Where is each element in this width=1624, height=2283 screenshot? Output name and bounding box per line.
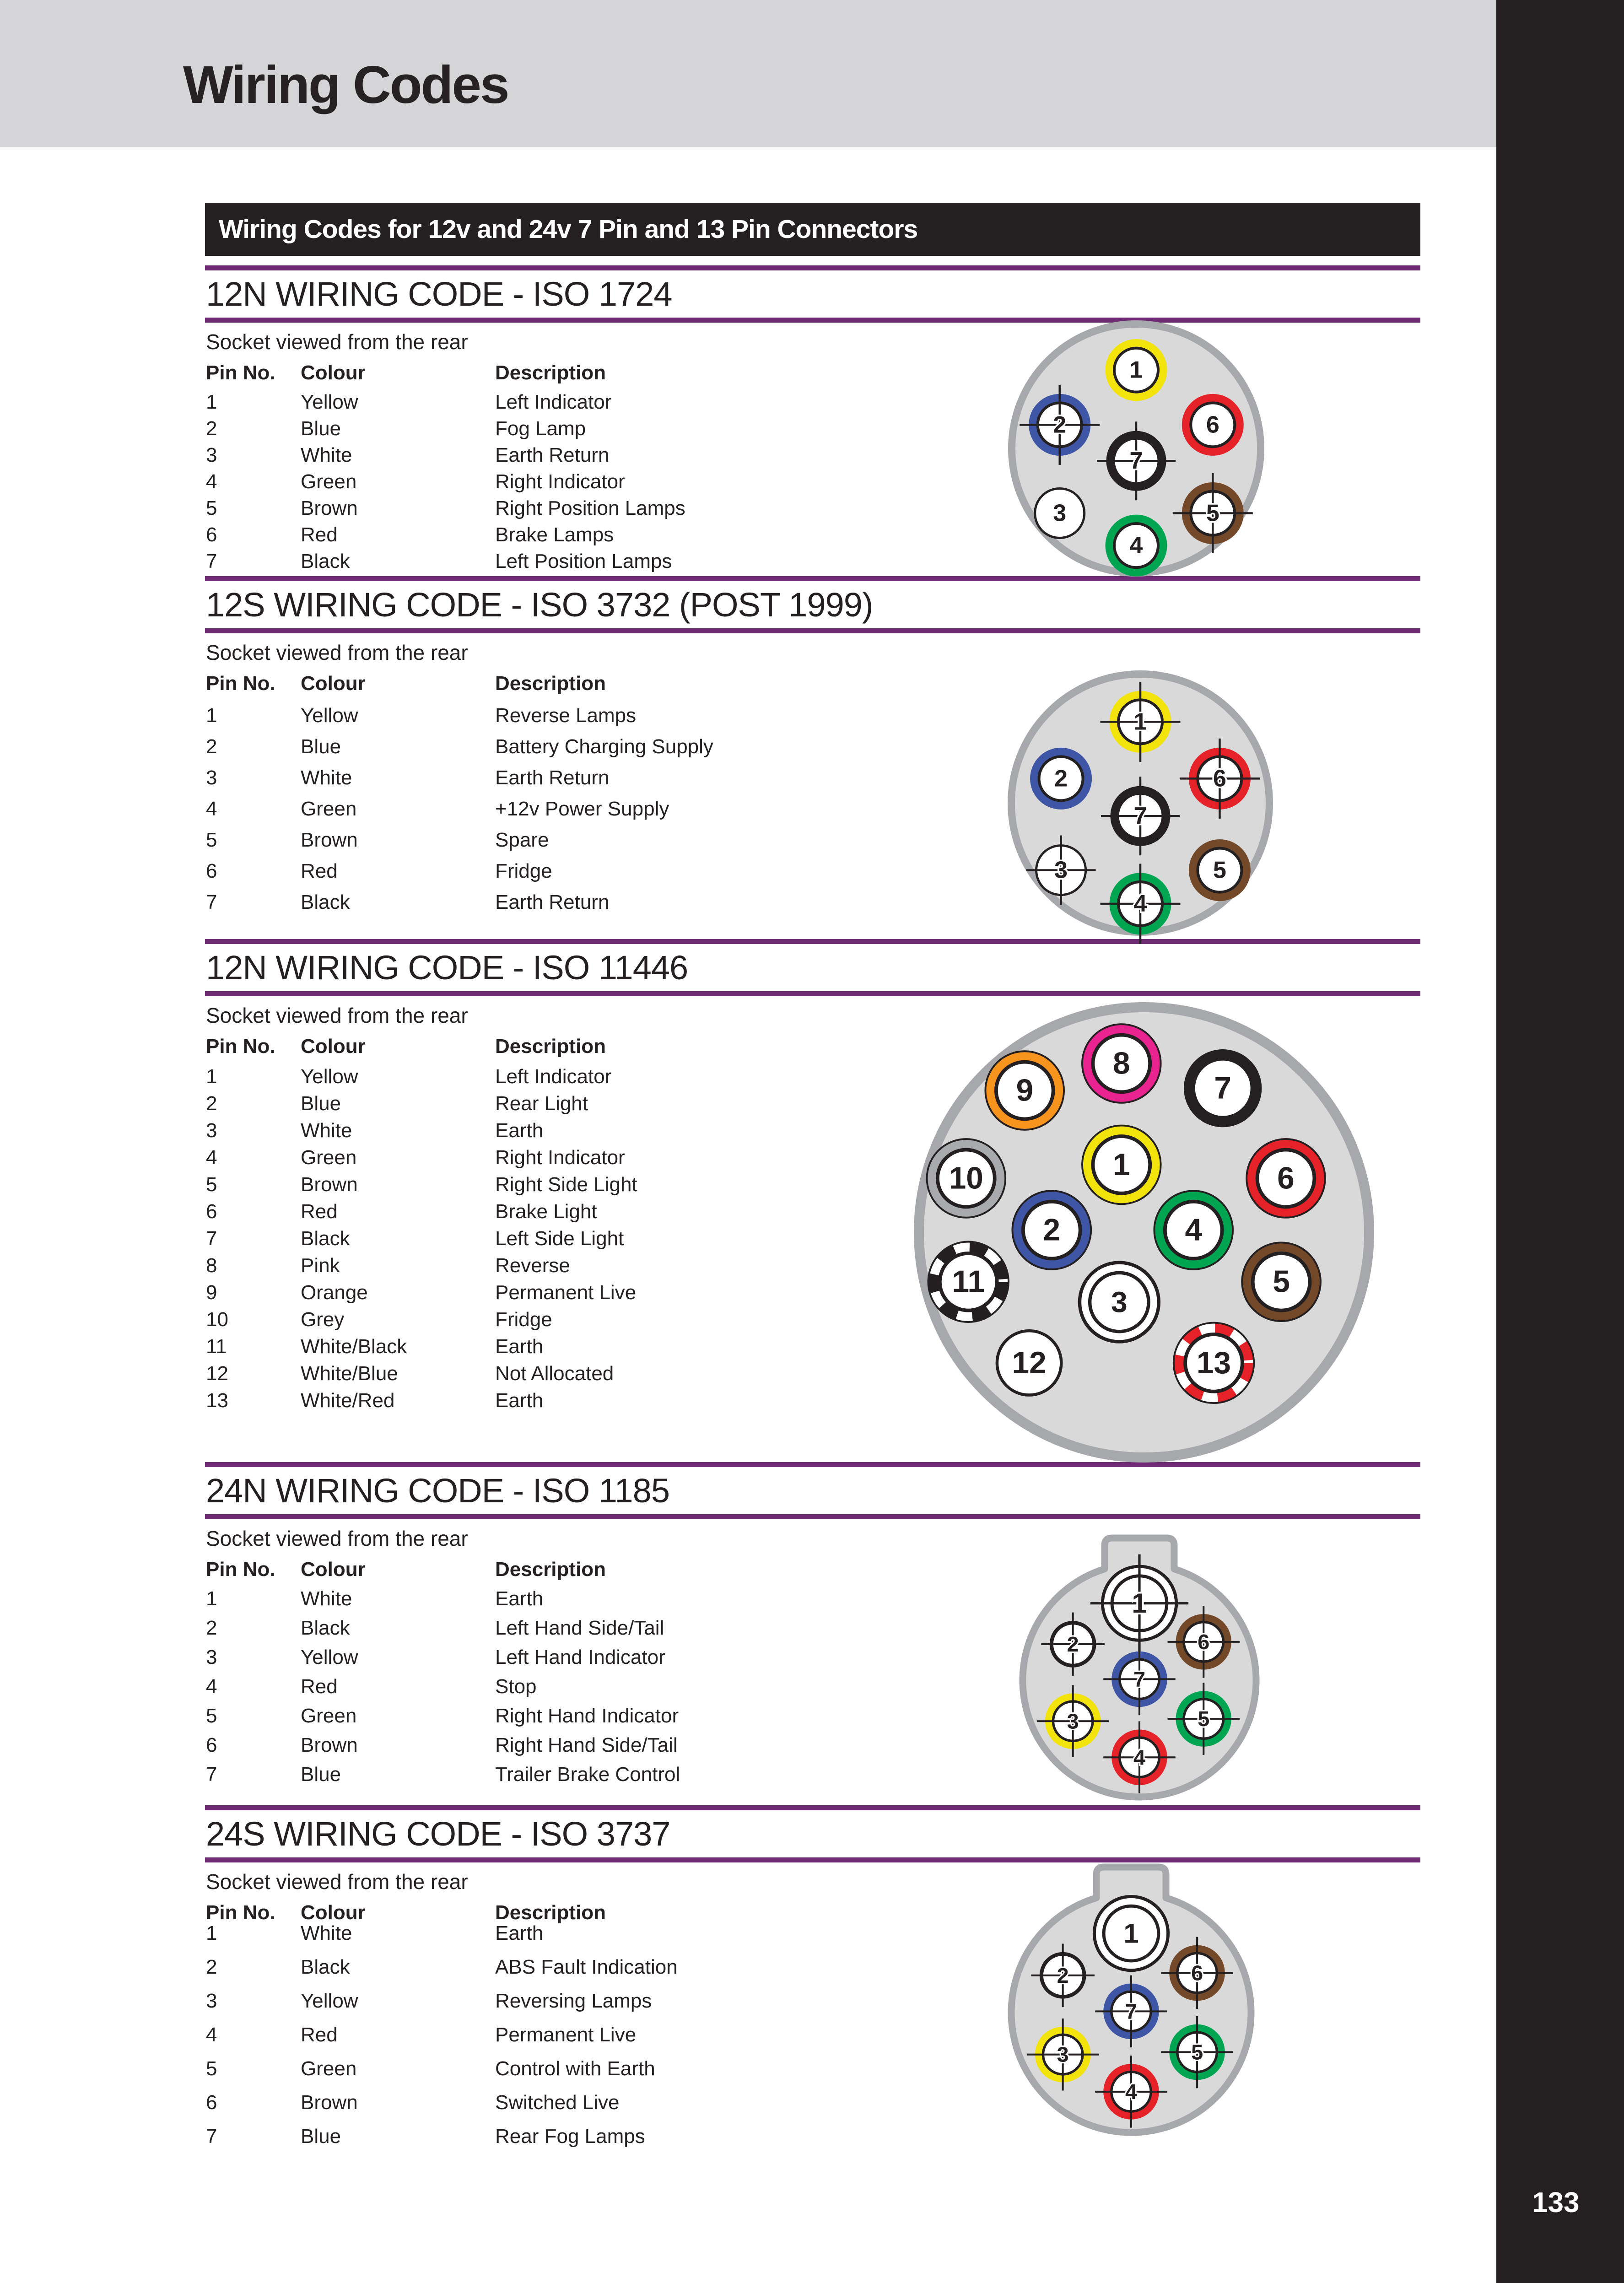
- pin-number-cell: 5: [206, 1705, 217, 1727]
- pin-number-label: 3: [1067, 1709, 1079, 1733]
- pin-number-label: 2: [1057, 1963, 1069, 1987]
- description-cell: Fridge: [495, 1308, 552, 1331]
- description-cell: Left Indicator: [495, 391, 612, 413]
- pin-number-label: 8: [1113, 1046, 1130, 1081]
- description-cell: Switched Live: [495, 2091, 620, 2114]
- section-heading: 12N WIRING CODE - ISO 1724: [206, 275, 672, 313]
- colour-cell: Grey: [301, 1308, 345, 1331]
- pin-number-cell: 6: [206, 860, 217, 882]
- colour-cell: Blue: [301, 1092, 341, 1115]
- description-cell: Earth Return: [495, 444, 610, 466]
- description-cell: Earth: [495, 1335, 544, 1358]
- pin-number-label: 7: [1214, 1071, 1231, 1106]
- column-header-description: Description: [495, 1901, 606, 1924]
- pin-number-cell: 1: [206, 1587, 217, 1610]
- colour-cell: Green: [301, 798, 357, 820]
- column-header-pin: Pin No.: [206, 672, 275, 695]
- description-cell: Right Indicator: [495, 1146, 625, 1169]
- pin-number-cell: 1: [206, 704, 217, 727]
- pin-number-cell: 5: [206, 1173, 217, 1196]
- pin-number-cell: 4: [206, 1675, 217, 1698]
- pin-number-cell: 3: [206, 1119, 217, 1142]
- description-cell: Earth Return: [495, 766, 610, 789]
- description-cell: Fog Lamp: [495, 417, 586, 440]
- description-cell: Reversing Lamps: [495, 1990, 652, 2012]
- socket-note: Socket viewed from the rear: [206, 641, 468, 664]
- colour-cell: White: [301, 766, 352, 789]
- description-cell: Left Indicator: [495, 1065, 612, 1088]
- section-heading: 24S WIRING CODE - ISO 3737: [206, 1815, 670, 1853]
- description-cell: Rear Light: [495, 1092, 588, 1115]
- pin-number-label: 5: [1206, 500, 1219, 527]
- pin-number-label: 7: [1129, 448, 1143, 475]
- colour-cell: Brown: [301, 497, 358, 519]
- description-cell: Right Side Light: [495, 1173, 637, 1196]
- colour-cell: Red: [301, 1675, 338, 1698]
- connector-diagram-24n-iso-1185: [1023, 1538, 1256, 1797]
- pin-number-cell: 13: [206, 1389, 228, 1412]
- pin-number-cell: 5: [206, 2057, 217, 2080]
- pin-number-label: 1: [1129, 356, 1143, 383]
- colour-cell: Red: [301, 2024, 338, 2046]
- pin-6: [1246, 1139, 1325, 1218]
- colour-cell: Yellow: [301, 1065, 358, 1088]
- colour-cell: Blue: [301, 735, 341, 758]
- description-cell: Stop: [495, 1675, 537, 1698]
- pin-7: [1189, 1055, 1256, 1122]
- pin-number-label: 3: [1054, 857, 1068, 884]
- pin-number-cell: 7: [206, 2125, 217, 2148]
- column-header-colour: Colour: [301, 1035, 366, 1058]
- column-header-colour: Colour: [301, 362, 366, 384]
- pin-number-cell: 3: [206, 766, 217, 789]
- page-title: Wiring Codes: [183, 55, 508, 114]
- pin-number-cell: 3: [206, 1990, 217, 2012]
- column-header-pin: Pin No.: [206, 1558, 275, 1581]
- colour-cell: White: [301, 1587, 352, 1610]
- pin-number-cell: 2: [206, 1092, 217, 1115]
- pin-number-label: 1: [1132, 1588, 1147, 1619]
- description-cell: Permanent Live: [495, 1281, 637, 1304]
- pin-number-label: 11: [952, 1264, 985, 1299]
- description-cell: Reverse Lamps: [495, 704, 637, 727]
- description-cell: Earth: [495, 1119, 544, 1142]
- pin-6: [1186, 398, 1240, 452]
- pin-number-cell: 7: [206, 891, 217, 913]
- pin-number-cell: 3: [206, 444, 217, 466]
- colour-cell: Green: [301, 2057, 357, 2080]
- description-cell: Earth: [495, 1922, 544, 1944]
- pin-number-label: 2: [1054, 765, 1068, 792]
- pin-number-cell: 4: [206, 1146, 217, 1169]
- description-cell: Earth: [495, 1389, 544, 1412]
- pin-number-label: 4: [1129, 532, 1143, 559]
- colour-cell: Brown: [301, 1173, 358, 1196]
- pin-number-label: 6: [1206, 411, 1219, 438]
- colour-cell: White/Black: [301, 1335, 407, 1358]
- colour-cell: Blue: [301, 1763, 341, 1786]
- description-cell: Fridge: [495, 860, 552, 882]
- pin-5: [1192, 843, 1246, 897]
- colour-cell: Black: [301, 550, 350, 572]
- pin-number-label: 2: [1067, 1632, 1079, 1656]
- description-cell: Control with Earth: [495, 2057, 655, 2080]
- connector-diagram-24s-iso-3737: [1011, 1867, 1251, 2132]
- pin-1: [1082, 1126, 1161, 1204]
- colour-cell: Blue: [301, 2125, 341, 2148]
- pin-number-cell: 11: [206, 1335, 227, 1358]
- colour-cell: Brown: [301, 829, 358, 851]
- socket-note: Socket viewed from the rear: [206, 1870, 468, 1894]
- section-heading: 12N WIRING CODE - ISO 11446: [206, 949, 688, 987]
- connector-diagram-12n-iso-1724: [1012, 324, 1261, 573]
- pin-number-cell: 4: [206, 798, 217, 820]
- section-title-bar-label: Wiring Codes for 12v and 24v 7 Pin and 13 Pin Connectors: [219, 215, 918, 244]
- pin-number-label: 5: [1191, 2040, 1203, 2064]
- pin-number-cell: 9: [206, 1281, 217, 1304]
- pin-number-cell: 2: [206, 1956, 217, 1978]
- pin-number-label: 13: [1196, 1345, 1231, 1380]
- pin-number-cell: 12: [206, 1362, 228, 1385]
- pin-number-cell: 1: [206, 1065, 217, 1088]
- description-cell: Brake Light: [495, 1200, 597, 1223]
- pin-9: [985, 1051, 1064, 1130]
- pin-number-label: 1: [1113, 1147, 1130, 1182]
- colour-cell: Red: [301, 524, 338, 546]
- description-cell: +12v Power Supply: [495, 798, 669, 820]
- colour-cell: Pink: [301, 1254, 340, 1277]
- pin-number-cell: 7: [206, 1227, 217, 1250]
- socket-note: Socket viewed from the rear: [206, 330, 468, 354]
- column-header-colour: Colour: [301, 1558, 366, 1581]
- pin-number-label: 6: [1198, 1630, 1210, 1654]
- pin-number-cell: 6: [206, 1200, 217, 1223]
- pin-number-cell: 6: [206, 2091, 217, 2114]
- column-header-description: Description: [495, 672, 606, 695]
- colour-cell: Black: [301, 1956, 350, 1978]
- colour-cell: White: [301, 444, 352, 466]
- description-cell: Brake Lamps: [495, 524, 614, 546]
- pin-number-label: 10: [949, 1161, 983, 1196]
- pin-1: [1109, 343, 1163, 397]
- socket-note: Socket viewed from the rear: [206, 1527, 468, 1550]
- column-header-description: Description: [495, 1035, 606, 1058]
- colour-cell: Yellow: [301, 391, 358, 413]
- pin-number-label: 1: [1123, 1918, 1139, 1949]
- pin-number-cell: 10: [206, 1308, 228, 1331]
- description-cell: Right Hand Indicator: [495, 1705, 679, 1727]
- colour-cell: Black: [301, 891, 350, 913]
- pin-number-cell: 1: [206, 1922, 217, 1944]
- pin-number-label: 6: [1277, 1161, 1295, 1196]
- pin-number-label: 1: [1133, 708, 1147, 735]
- description-cell: Trailer Brake Control: [495, 1763, 680, 1786]
- connector-diagram-12n-iso-11446: [919, 1007, 1369, 1457]
- pin-number-cell: 6: [206, 1734, 217, 1756]
- pin-number-cell: 8: [206, 1254, 217, 1277]
- description-cell: Left Hand Indicator: [495, 1646, 665, 1668]
- pin-number-label: 2: [1043, 1213, 1061, 1247]
- right-sidebar: [1496, 0, 1624, 2283]
- colour-cell: White/Blue: [301, 1362, 398, 1385]
- pin-number-cell: 2: [206, 1617, 217, 1639]
- section-heading: 24N WIRING CODE - ISO 1185: [206, 1472, 669, 1510]
- pin-number-label: 3: [1057, 2042, 1069, 2067]
- description-cell: Permanent Live: [495, 2024, 637, 2046]
- socket-note: Socket viewed from the rear: [206, 1004, 468, 1027]
- colour-cell: Green: [301, 1705, 357, 1727]
- pin-2: [1012, 1191, 1091, 1269]
- pin-number-label: 3: [1111, 1285, 1128, 1319]
- pin-number-cell: 1: [206, 391, 217, 413]
- pin-number-label: 3: [1053, 500, 1067, 527]
- colour-cell: Yellow: [301, 1646, 358, 1668]
- colour-cell: Yellow: [301, 1990, 358, 2012]
- column-header-colour: Colour: [301, 1901, 366, 1924]
- pin-3: [1035, 488, 1084, 538]
- pin-number-label: 4: [1133, 1745, 1146, 1770]
- column-header-description: Description: [495, 1558, 606, 1581]
- colour-cell: Red: [301, 1200, 338, 1223]
- pin-number-label: 7: [1133, 803, 1147, 830]
- description-cell: Left Side Light: [495, 1227, 624, 1250]
- description-cell: Right Indicator: [495, 470, 625, 493]
- pin-number-cell: 3: [206, 1646, 217, 1668]
- pin-number-label: 5: [1213, 857, 1226, 884]
- pin-number-cell: 2: [206, 417, 217, 440]
- pin-number-cell: 5: [206, 497, 217, 519]
- pin-number-label: 7: [1125, 1999, 1138, 2024]
- pin-number-cell: 4: [206, 470, 217, 493]
- pin-number-label: 4: [1133, 890, 1147, 917]
- column-header-colour: Colour: [301, 672, 366, 695]
- pin-number-label: 7: [1133, 1667, 1146, 1691]
- pin-8: [1082, 1024, 1161, 1103]
- column-header-pin: Pin No.: [206, 362, 275, 384]
- section-heading: 12S WIRING CODE - ISO 3732 (POST 1999): [206, 586, 873, 624]
- pin-4: [1154, 1191, 1233, 1269]
- description-cell: Not Allocated: [495, 1362, 614, 1385]
- colour-cell: Blue: [301, 417, 341, 440]
- pin-4: [1109, 518, 1163, 572]
- pin-number-label: 6: [1191, 1961, 1203, 1985]
- pin-number-cell: 4: [206, 2024, 217, 2046]
- description-cell: Right Hand Side/Tail: [495, 1734, 678, 1756]
- page-number: 133: [1532, 2187, 1580, 2218]
- pin-number-label: 5: [1273, 1264, 1290, 1299]
- description-cell: Earth: [495, 1587, 544, 1610]
- pin-number-cell: 5: [206, 829, 217, 851]
- pin-13: [1174, 1323, 1254, 1403]
- pin-number-label: 4: [1185, 1213, 1203, 1247]
- description-cell: Right Position Lamps: [495, 497, 685, 519]
- pin-11: [928, 1241, 1009, 1322]
- pin-10: [927, 1139, 1006, 1218]
- colour-cell: White: [301, 1922, 352, 1944]
- connector-diagram-12s-iso-3732: [1011, 674, 1269, 944]
- colour-cell: Yellow: [301, 704, 358, 727]
- pin-number-label: 2: [1053, 411, 1067, 438]
- colour-cell: White/Red: [301, 1389, 395, 1412]
- column-header-pin: Pin No.: [206, 1901, 275, 1924]
- colour-cell: Orange: [301, 1281, 368, 1304]
- description-cell: Left Hand Side/Tail: [495, 1617, 664, 1639]
- colour-cell: Black: [301, 1617, 350, 1639]
- colour-cell: Brown: [301, 1734, 358, 1756]
- colour-cell: Brown: [301, 2091, 358, 2114]
- pin-number-cell: 7: [206, 1763, 217, 1786]
- pin-number-cell: 6: [206, 524, 217, 546]
- colour-cell: Red: [301, 860, 338, 882]
- colour-cell: Black: [301, 1227, 350, 1250]
- colour-cell: Green: [301, 470, 357, 493]
- pin-number-label: 4: [1125, 2079, 1138, 2104]
- pin-number-label: 6: [1213, 765, 1226, 792]
- description-cell: Earth Return: [495, 891, 610, 913]
- colour-cell: White: [301, 1119, 352, 1142]
- pin-number-label: 12: [1012, 1345, 1047, 1380]
- pin-number-label: 5: [1198, 1707, 1210, 1731]
- pin-number-cell: 2: [206, 735, 217, 758]
- description-cell: Reverse: [495, 1254, 570, 1277]
- description-cell: Left Position Lamps: [495, 550, 672, 572]
- description-cell: Battery Charging Supply: [495, 735, 713, 758]
- colour-cell: Green: [301, 1146, 357, 1169]
- pin-5: [1242, 1242, 1321, 1321]
- column-header-pin: Pin No.: [206, 1035, 275, 1058]
- pin-2: [1034, 751, 1088, 805]
- pin-1: [1094, 1896, 1168, 1970]
- column-header-description: Description: [495, 362, 606, 384]
- pin-number-label: 9: [1016, 1073, 1034, 1108]
- pin-3: [1079, 1263, 1159, 1342]
- pin-12: [997, 1331, 1061, 1395]
- description-cell: Spare: [495, 829, 549, 851]
- description-cell: ABS Fault Indication: [495, 1956, 678, 1978]
- description-cell: Rear Fog Lamps: [495, 2125, 645, 2148]
- pin-number-cell: 7: [206, 550, 217, 572]
